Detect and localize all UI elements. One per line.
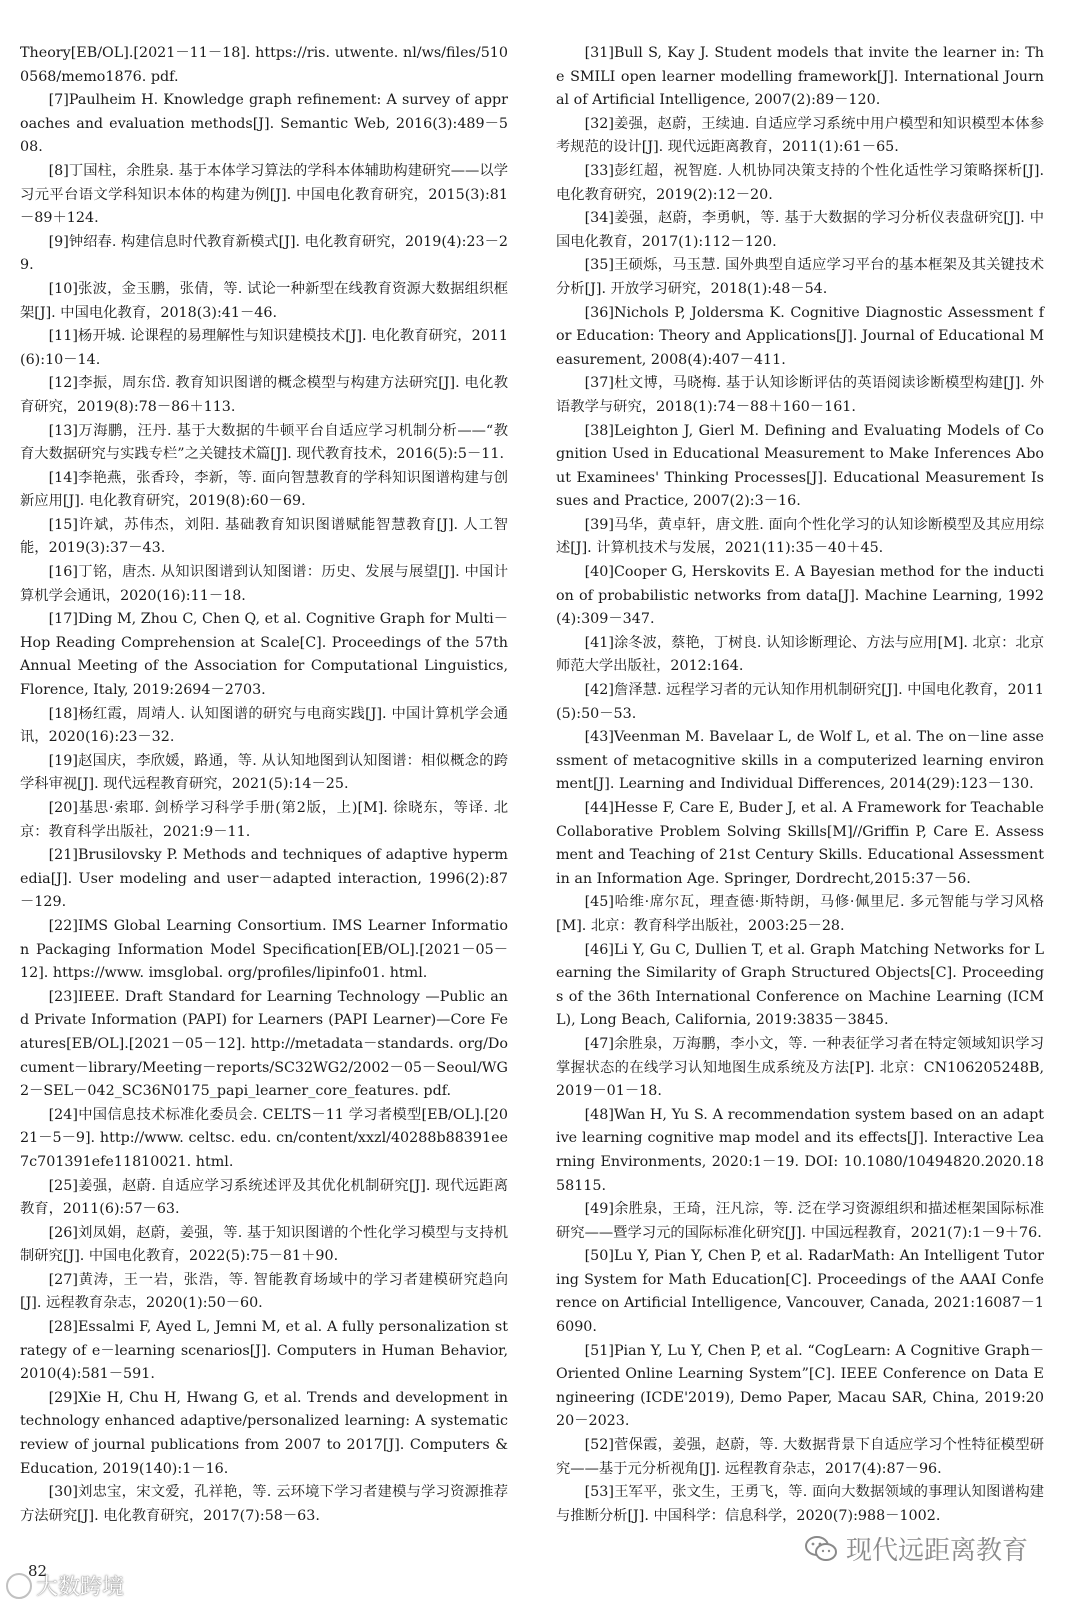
- reference-entry: [10]张波，金玉鹏，张倩，等. 试论一种新型在线教育资源大数据组织框架[J]. 中国电化教育，2018(3):41－46.: [20, 280, 508, 321]
- reference-entry: [27]黄涛，王一岩，张浩，等. 智能教育场域中的学习者建模研究趋向[J]. 远程教育杂志，2020(1):50－60.: [20, 1271, 508, 1312]
- reference-entry: [7]Paulheim H. Knowledge graph refinement: A survey of approaches and evaluation methods[J]. Semantic Web, 2016(3):489－508.: [20, 92, 508, 156]
- reference-entry: [34]姜强，赵蔚，李勇帆，等. 基于大数据的学习分析仪表盘研究[J]. 中国电化教育，2017(1):112－120.: [556, 210, 1044, 250]
- reference-entry: [40]Cooper G, Herskovits E. A Bayesian method for the induction of probabilistic networks from data[J]. Machine Learning, 1992(4):309－347.: [556, 564, 1044, 628]
- reference-entry: [14]李艳燕，张香玲，李新，等. 面向智慧教育的学科知识图谱构建与创新应用[J]. 电化教育研究，2019(8):60－69.: [20, 469, 508, 510]
- watermark-logo-icon: [6, 1573, 32, 1599]
- reference-entry: [48]Wan H, Yu S. A recommendation system based on an adaptive learning cognitive map model and its effects[J]. Interactive Learning Environments, 2020:1－19. DOI: 10.1080/10494820.2020.1858115.: [556, 1106, 1044, 1194]
- reference-entry: [42]詹泽慧. 远程学习者的元认知作用机制研究[J]. 中国电化教育，2011(5):50－53.: [556, 682, 1044, 722]
- reference-entry: [17]Ding M, Zhou C, Chen Q, et al. Cognitive Graph for Multi－Hop Reading Comprehension at Scale[C]. Proceedings of the 57th Annual Meeting of the Association for Computational Linguistics, Florence, Italy, 2019:2694－2703.: [20, 611, 508, 699]
- reference-entry: [8]丁国柱，余胜泉. 基于本体学习算法的学科本体辅助构建研究——以学习元平台语文学科知识本体的构建为例[J]. 中国电化教育研究，2015(3):81－89＋124.: [20, 162, 508, 227]
- reference-entry: [41]涂冬波，蔡艳，丁树良. 认知诊断理论、方法与应用[M]. 北京：北京师范大学出版社，2012:164.: [556, 634, 1044, 675]
- reference-entry: [18]杨红霞，周靖人. 认知图谱的研究与电商实践[J]. 中国计算机学会通讯，2020(16):23－32.: [20, 705, 508, 746]
- reference-entry: [46]Li Y, Gu C, Dullien T, et al. Graph Matching Networks for Learning the Similarity of Graph Structured Objects[C]. Proceedings of the 36th International Conference on Machine Learning (ICML), Long Beach, California, 2019:3835－3845.: [556, 941, 1044, 1029]
- watermark-left-text: 大数跨境: [36, 1575, 125, 1600]
- reference-entry: [29]Xie H, Chu H, Hwang G, et al. Trends and development in technology enhanced adaptive/personalized learning: A systematic review of journal publications from 2007 to 2017[J]. Computers & Education, 2019(140):1－16.: [20, 1389, 508, 1477]
- reference-entry: [47]余胜泉，万海鹏，李小文，等. 一种表征学习者在特定领域知识学习掌握状态的在线学习认知地图生成系统及方法[P]. 北京：CN106205248B,2019－01－18.: [556, 1035, 1044, 1100]
- reference-entry: [20]基思·索耶. 剑桥学习科学手册(第2版，上)[M]. 徐晓东，等译. 北京：教育科学出版社，2021:9－11.: [20, 800, 508, 840]
- reference-entry: [12]李振，周东岱. 教育知识图谱的概念模型与构建方法研究[J]. 电化教育研究，2019(8):78－86＋113.: [20, 375, 508, 415]
- reference-entry: [43]Veenman M. Bavelaar L, de Wolf L, et al. The on－line assessment of metacognitive skills in a computerized learning environment[J]. Learning and Individual Differences, 2014(29):123－130.: [556, 729, 1044, 793]
- reference-entry: [9]钟绍春. 构建信息时代教育新模式[J]. 电化教育研究，2019(4):23－29.: [20, 233, 508, 274]
- reference-entry: [49]余胜泉，王琦，汪凡淙，等. 泛在学习资源组织和描述框架国际标准研究——暨学习元的国际标准化研究[J]. 中国远程教育，2021(7):1－9＋76.: [556, 1201, 1044, 1241]
- wechat-icon: [804, 1535, 838, 1563]
- reference-entry: [15]许斌，苏伟杰，刘阳. 基础教育知识图谱赋能智慧教育[J]. 人工智能，2019(3):37－43.: [20, 516, 508, 557]
- reference-continuation: Theory[EB/OL].[2021－11－18]. https://ris. utwente. nl/ws/files/5100568/memo1876. pdf.: [20, 45, 508, 85]
- reference-column-right: [556, 42, 1044, 1528]
- reference-entry: [31]Bull S, Kay J. Student models that invite the learner in: The SMILI open learner modelling framework[J]. International Journal of Artificial Intelligence, 2007(2):89－120.: [556, 45, 1044, 109]
- reference-entry: [35]王硕烁，马玉慧. 国外典型自适应学习平台的基本框架及其关键技术分析[J]. 开放学习研究，2018(1):48－54.: [556, 257, 1044, 297]
- reference-entry: [22]IMS Global Learning Consortium. IMS Learner Information Packaging Information Model Specification[EB/OL].[2021－05－12]. https://www. imsglobal. org/profiles/lipinfo01. html.: [20, 917, 508, 982]
- reference-entry: [32]姜强，赵蔚，王续迪. 自适应学习系统中用户模型和知识模型本体参考规范的设计[J]. 现代远距离教育，2011(1):61－65.: [556, 115, 1044, 156]
- reference-entry: [37]杜文博，马晓梅. 基于认知诊断评估的英语阅读诊断模型构建[J]. 外语教学与研究，2018(1):74－88＋160－161.: [556, 375, 1044, 415]
- reference-entry: [19]赵国庆，李欣媛，路通，等. 从认知地图到认知图谱：相似概念的跨学科审视[J]. 现代远程教育研究，2021(5):14－25.: [20, 752, 508, 793]
- reference-entry: [30]刘忠宝，宋文爱，孔祥艳，等. 云环境下学习者建模与学习资源推荐方法研究[J]. 电化教育研究，2017(7):58－63.: [20, 1484, 508, 1524]
- reference-entry: [51]Pian Y, Lu Y, Chen P, et al. “CogLearn: A Cognitive Graph－Oriented Online Learning System”[C]. IEEE Conference on Data Engineering (ICDE'2019), Demo Paper, Macau SAR, China, 2019:2020－2023.: [556, 1342, 1044, 1430]
- reference-entry: [16]丁铭，唐杰. 从知识图谱到认知图谱：历史、发展与展望[J]. 中国计算机学会通讯，2020(16):11－18.: [20, 564, 508, 604]
- reference-entry: [11]杨开城. 论课程的易理解性与知识建模技术[J]. 电化教育研究，2011(6):10－14.: [20, 328, 508, 368]
- reference-entry: [26]刘凤娟，赵蔚，姜强，等. 基于知识图谱的个性化学习模型与支持机制研究[J]. 中国电化教育，2022(5):75－81＋90.: [20, 1224, 508, 1265]
- watermark-right-text: 现代远距离教育: [845, 1536, 1028, 1566]
- reference-entry: [13]万海鹏，汪丹. 基于大数据的牛顿平台自适应学习机制分析——“教育大数据研究与实践专栏”之关键技术篇[J]. 现代教育技术，2016(5):5－11.: [20, 422, 508, 463]
- reference-entry: [52]菅保霞，姜强，赵蔚，等. 大数据背景下自适应学习个性特征模型研究——基于元分析视角[J]. 远程教育杂志，2017(4):87－96.: [556, 1437, 1044, 1477]
- reference-entry: [36]Nichols P, Joldersma K. Cognitive Diagnostic Assessment for Education: Theory and Applications[J]. Journal of Educational Measurement, 2008(4):407－411.: [556, 304, 1044, 368]
- reference-entry: [44]Hesse F, Care E, Buder J, et al. A Framework for Teachable Collaborative Problem Solving Skills[M]//Griffin P, Care E. Assessment and Teaching of 21st Century Skills. Educational Assessment in an Information Age. Springer, Dordrecht,2015:37－56.: [556, 800, 1044, 887]
- reference-entry: [24]中国信息技术标准化委员会. CELTS－11 学习者模型[EB/OL].[2021－5－9]. http://www. celtsc. edu. cn/content/xxzl/40288b88391ee7c701391efe11810021. html.: [20, 1106, 508, 1170]
- reference-entry: [53]王军平，张文生，王勇飞，等. 面向大数据领域的事理认知图谱构建与推断分析[J]. 中国科学：信息科学，2020(7):988－1002.: [556, 1484, 1044, 1524]
- source-watermark: [6, 1570, 124, 1601]
- journal-watermark: [804, 1530, 1028, 1567]
- reference-entry: [23]IEEE. Draft Standard for Learning Technology —Public and Private Information (PAPI) for Learners (PAPI Learner)—Core Features[EB/OL].[2021－05－12]. http://metadata－standards. org/Document－library/Meeting－reports/SC32WG2/2002－05－Seoul/WG2－SEL－042_SC36N0175_papi_learner_core_features. pdf.: [20, 988, 508, 1100]
- reference-entry: [38]Leighton J, Gierl M. Defining and Evaluating Models of Cognition Used in Educational Measurement to Make Inferences About Examinees' Thinking Processes[J]. Educational Measurement Issues and Practice, 2007(2):3－16.: [556, 422, 1044, 510]
- reference-entry: [25]姜强，赵蔚. 自适应学习系统述评及其优化机制研究[J]. 现代远距离教育，2011(6):57－63.: [20, 1177, 508, 1218]
- reference-entry: [39]马华，黄卓轩，唐文胜. 面向个性化学习的认知诊断模型及其应用综述[J]. 计算机技术与发展，2021(11):35－40＋45.: [556, 516, 1044, 557]
- page-number: 82: [28, 1562, 48, 1580]
- reference-entry: [50]Lu Y, Pian Y, Chen P, et al. RadarMath: An Intelligent Tutoring System for Math Education[C]. Proceedings of the AAAI Conference on Artificial Intelligence, Vancouver, Canada, 2021:16087－16090.: [556, 1248, 1044, 1336]
- reference-entry: [45]哈维·席尔瓦，理查德·斯特朗，马修·佩里尼. 多元智能与学习风格[M]. 北京：教育科学出版社，2003:25－28.: [556, 894, 1044, 934]
- reference-entry: [28]Essalmi F, Ayed L, Jemni M, et al. A fully personalization strategy of e－learning scenarios[J]. Computers in Human Behavior, 2010(4):581－591.: [20, 1319, 508, 1383]
- reference-column-left: [20, 42, 508, 1528]
- reference-entry: [21]Brusilovsky P. Methods and techniques of adaptive hypermedia[J]. User modeling and user－adapted interaction, 1996(2):87－129.: [20, 847, 508, 911]
- reference-entry: [33]彭红超，祝智庭. 人机协同决策支持的个性化适性学习策略探析[J]. 电化教育研究，2019(2):12－20.: [556, 162, 1044, 203]
